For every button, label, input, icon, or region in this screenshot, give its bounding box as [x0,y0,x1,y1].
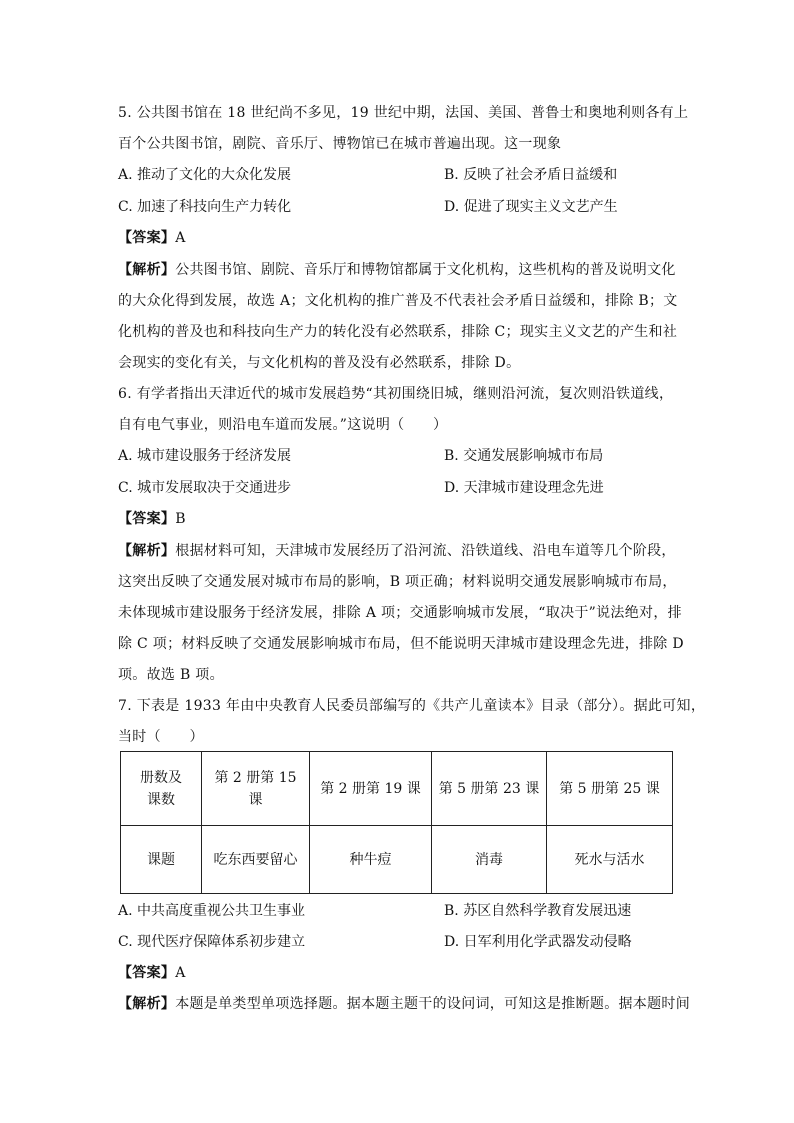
question-7-answer [118,964,683,982]
analysis-tag: 【解析】 [118,262,176,278]
analysis-text: 本题是单类型单项选择题。据本题主题干的设问词，可知这是推断题。据本题时间 [175,996,691,1012]
table-header-cell: 第 2 册第 15 课 [202,752,310,826]
question-5-stem-line-1: 5. 公共图书馆在 18 世纪尚不多见，19 世纪中期，法国、美国、普鲁士和奥地利则各有上 [118,105,689,121]
lesson-table [120,751,673,894]
question-5-option-d: D. 促进了现实主义文艺产生 [444,199,618,215]
question-5-analysis-line-4: 会现实的变化有关，与文化机构的普及没有必然联系，排除 D。 [118,355,521,371]
question-5-analysis-line-1 [118,261,683,279]
question-7-stem-line-2: 当时（ ） [118,729,204,745]
analysis-tag: 【解析】 [118,996,176,1012]
answer-value: B [175,511,186,527]
question-5-analysis-line-3: 化机构的普及也和科技向生产力的转化没有必然联系，排除 C；现实主义文艺的产生和社 [118,324,678,340]
question-6-analysis-line-3: 未体现城市建设服务于经济发展，排除 A 项；交通影响城市发展，“取决于”说法绝对，排 [118,605,682,621]
table-row [121,826,673,894]
question-5-stem-line-2: 百个公共图书馆，剧院、音乐厅、博物馆已在城市普遍出现。这一现象 [118,136,562,152]
table-cell: 消毒 [432,826,547,894]
question-6-stem-line-1: 6. 有学者指出天津近代的城市发展趋势“其初围绕旧城，继则沿河流，复次则沿铁道线， [118,386,674,402]
question-5-answer [118,229,683,247]
question-6-analysis-line-4: 除 C 项；材料反映了交通发展影响城市布局，但不能说明天津城市建设理念先进，排除 D [118,636,684,652]
question-7-option-c: C. 现代医疗保障体系初步建立 [118,934,306,950]
question-5-option-c: C. 加速了科技向生产力转化 [118,199,292,215]
analysis-text: 根据材料可知，天津城市发展经历了沿河流、沿铁道线、沿电车道等几个阶段， [175,543,676,559]
table-cell: 吃东西要留心 [202,826,310,894]
question-7-stem-line-1: 7. 下表是 1933 年由中央教育人民委员部编写的《共产儿童读本》目录（部分）。据此可知， [118,698,706,714]
question-6-option-a: A. 城市建设服务于经济发展 [118,448,292,464]
table-header-cell: 第 5 册第 23 课 [432,752,547,826]
question-6-stem-line-2: 自有电气事业，则沿电车道而发展。”这说明（ ） [118,417,448,433]
answer-value: A [175,230,186,246]
answer-tag: 【答案】 [118,511,176,527]
question-7-option-d: D. 日军利用化学武器发动侵略 [444,934,632,950]
table-header-cell: 第 2 册第 19 课 [310,752,432,826]
table-cell: 死水与活水 [547,826,673,894]
header-label-line-2: 课数 [147,791,175,808]
question-6-analysis-line-5: 项。故选 B 项。 [118,667,224,683]
table-header-row [121,752,673,826]
question-6-answer [118,510,683,528]
answer-tag: 【答案】 [118,965,176,981]
table-header-cell: 第 5 册第 25 课 [547,752,673,826]
answer-value: A [175,965,186,981]
question-6-option-b: B. 交通发展影响城市布局 [444,448,604,464]
question-5-option-b: B. 反映了社会矛盾日益缓和 [444,167,618,183]
analysis-tag: 【解析】 [118,543,176,559]
question-7-option-a: A. 中共高度重视公共卫生事业 [118,903,306,919]
header-label-line-1: 册数及 [140,769,182,786]
question-6-analysis-line-1 [118,542,683,560]
question-6-option-d: D. 天津城市建设理念先进 [444,480,604,496]
question-7-option-b: B. 苏区自然科学教育发展迅速 [444,903,632,919]
answer-tag: 【答案】 [118,230,176,246]
question-5-analysis-line-2: 的大众化得到发展，故选 A；文化机构的推广普及不代表社会矛盾日益缓和，排除 B；文 [118,293,678,309]
question-7-analysis-line-1 [118,995,691,1013]
question-6-option-c: C. 城市发展取决于交通进步 [118,480,292,496]
table-row-label: 课题 [121,826,202,894]
table-header-label [121,752,202,826]
question-5-option-a: A. 推动了文化的大众化发展 [118,167,292,183]
table-cell: 种牛痘 [310,826,432,894]
question-6-analysis-line-2: 这突出反映了交通发展对城市布局的影响，B 项正确；材料说明交通发展影响城市布局， [118,574,677,590]
analysis-text: 公共图书馆、剧院、音乐厅和博物馆都属于文化机构，这些机构的普及说明文化 [175,262,676,278]
